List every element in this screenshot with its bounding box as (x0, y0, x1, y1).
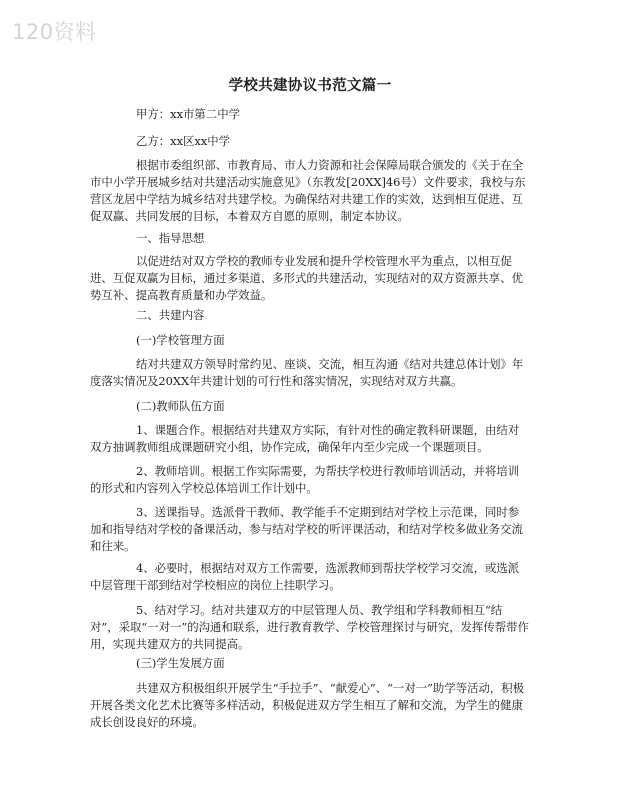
party-a: 甲方：xx市第二中学 (136, 107, 240, 121)
party-b: 乙方：xx区xx中学 (136, 134, 231, 148)
section-heading-guiding-ideology: 一、指导思想 (136, 231, 205, 245)
teacher-item-exchange: 4、必要时，根据结对双方工作需要，选派教师到帮扶学校学习交流，或选派中层管理干部到结对学校相应的岗位上挂职学习。 (90, 561, 520, 592)
section-heading-content: 二、共建内容 (136, 308, 205, 322)
school-management-paragraph: 结对共建双方领导时常约见、座谈、交流，相互沟通《结对共建总体计划》年度落实情况及20XX年共建计划的可行性和落实情况，实现结对双方共赢。 (90, 357, 524, 388)
guiding-ideology-paragraph: 以促进结对双方学校的教师专业发展和提升学校管理水平为重点，以相互促进、互促双赢为目标，通过多渠道、多形式的共建活动，实现结对的双方资源共享、优势互补、提高教育质量和办学效益。 (90, 254, 523, 302)
student-development-paragraph: 共建双方积极组织开展学生“手拉手”、“献爱心”、“一对一”助学等活动，积极开展各类文化艺术比赛等多样活动，积极促进双方学生相互了解和交流，为学生的健康成长创设良好的环境。 (90, 681, 525, 729)
teacher-item-training: 2、教师培训。根据工作实际需要，为帮扶学校进行教师培训活动，并将培训的形式和内容列入学校总体培训工作计划中。 (90, 464, 520, 495)
document-title: 学校共建协议书范文篇一 (228, 78, 392, 94)
subheading-teacher-team: (二)教师队伍方面 (136, 399, 225, 413)
teacher-item-demo-lessons: 3、送课指导。选派骨干教师、教学能手不定期到结对学校上示范课，同时参加和指导结对学校的备课活动，参与结对学校的听评课活动，和结对学校多做业务交流和往来。 (90, 505, 523, 553)
teacher-item-pairing: 5、结对学习。结对共建双方的中层管理人员、教学组和学科教师相互“结对”，采取“一对一”的沟通和联系，进行教育教学、学校管理探讨与研究，发挥传帮带作用，实现共建双方的共同提高。 (90, 603, 529, 651)
subheading-student-development: (三)学生发展方面 (136, 656, 225, 670)
teacher-item-research: 1、课题合作。根据结对共建双方实际，有针对性的确定教科研课题，由结对双方抽调教师组成课题研究小组，协作完成，确保年内至少完成一个课题项目。 (90, 423, 520, 454)
subheading-school-management: (一)学校管理方面 (136, 333, 225, 347)
watermark-logo: 120资料 (12, 20, 97, 44)
intro-paragraph: 根据市委组织部、市教育局、市人力资源和社会保障局联合颁发的《关于在全市中小学开展城乡结对共建活动实施意见》（东教发[20XX]46号）文件要求，我校与东营区龙居中学结为城乡结对共建学校。为确保结对共建工作的实效，达到相互促进、互促双赢、共同发展的目标，本着双方自愿的原则，制定本协议。 (90, 158, 526, 223)
